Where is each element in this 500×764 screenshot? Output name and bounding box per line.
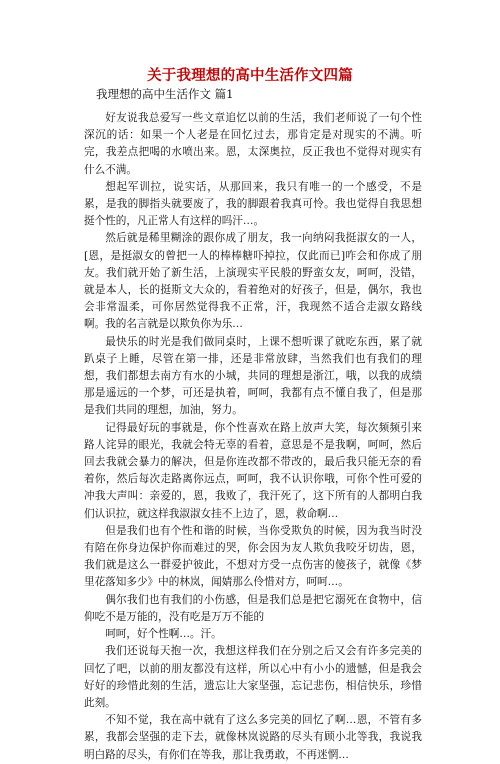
body-paragraph: 记得最好玩的事就是，你个性喜欢在路上放声大笑，每次频频引来路人诧异的眼光，我就会特无辜的看着，意思是不是我啊，呵呵，然后回去我就会暴力的解决，但是你连改都不带改的，最后我只能无奈的看着你，然后每次走路离你远点，呵呵，我不认识你哦，可你个性可爱的冲我大声叫：亲爱的，恩，我败了，我汗死了，这下所有的人都明白我们认识拉，就这样我淑淑女挂不上边了，恩，救命啊… bbox=[84, 421, 422, 520]
document-subtitle: 我理想的高中生活作文 篇1 bbox=[96, 87, 234, 101]
document-body bbox=[84, 110, 422, 764]
body-paragraph: 我们还说每天抱一次，我想这样我们在分别之后又会有许多完美的回忆了吧，以前的朋友都没有这样，所以心中有小小的遗憾，但是我会好好的珍惜此刻的生活，遗忘让大家坚强，忘记悲伤，相信快乐，珍惜此刻。 bbox=[84, 645, 422, 709]
body-paragraph: 好友说我总爱写一些文章追忆以前的生活，我们老师说了一句个性深沉的话：如果一个人老是在回忆过去，那肯定是对现实的不满。听完，我差点把喝的水喷出来。恩，太深奥拉，反正我也不觉得对现实有什么不满。 bbox=[84, 112, 422, 176]
body-paragraph: 最快乐的时光是我们做同桌时，上课不想听课了就吃东西，累了就趴桌子上睡，尽管在第一排，还是非常放肆，当然我们也有我们的理想，我们都想去南方有水的小城，共同的理想是浙江，哦，以我的成绩那是遥远的一个梦，可还是执着，呵呵，我都有点不懂自我了，但是那是我们共同的理想，加油，努力。 bbox=[84, 335, 422, 417]
body-paragraph: 呵呵，好个性啊…。汗。 bbox=[105, 628, 222, 641]
body-paragraph: 不知不觉，我在高中就有了这么多完美的回忆了啊…恩，不管有多累，我都会坚强的走下去，就像林岚说路的尽头有顾小北等我，我说我明白路的尽头，有你们在等我，那让我勇敢，不再迷惘… bbox=[84, 714, 422, 761]
document-title: 关于我理想的高中生活作文四篇 bbox=[147, 67, 353, 84]
body-paragraph: 想起军训拉，说实话，从那回来，我只有唯一的一个感受，不是累，是我的脚指头就要废了，我的脚跟着我真可怜。我也觉得自我思想挺个性的，凡正常人有这样的吗汗…。 bbox=[84, 180, 422, 228]
body-paragraph: 然后就是稀里糊涂的跟你成了朋友，我一向纳闷我挺淑女的一人，[恩，是挺淑女的曾把一人的棒棒糖吓掉拉，仅此而已]咋会和你成了朋友。我们就开始了新生活，上演现实平民般的野蛮女友，呵呵，没错，就是本人，长的挺斯文大众的，看着绝对的好孩子，但是，偶尔，我也会非常温柔，可你居然觉得我不正常，汗，我现然不适合走淑女路线啊。我的名言就是以欺负你为乐… bbox=[84, 232, 422, 331]
body-paragraph: 偶尔我们也有我们的小伤感，但是我们总是把它溺死在食物中，信仰吃不是万能的，没有吃是万万不能的 bbox=[84, 593, 422, 623]
body-paragraph: 但是我们也有个性和谐的时候，当你受欺负的时候，因为我当时没有陪在你身边保护你而难过的哭，你会因为友人欺负我咬牙切齿，恩，我们就是这么一群爱护彼此，不想对方受一点伤害的傻孩子，就像《梦里花落知多少》中的林岚，闻婧那么伶惜对方，呵呵…。 bbox=[84, 524, 422, 589]
